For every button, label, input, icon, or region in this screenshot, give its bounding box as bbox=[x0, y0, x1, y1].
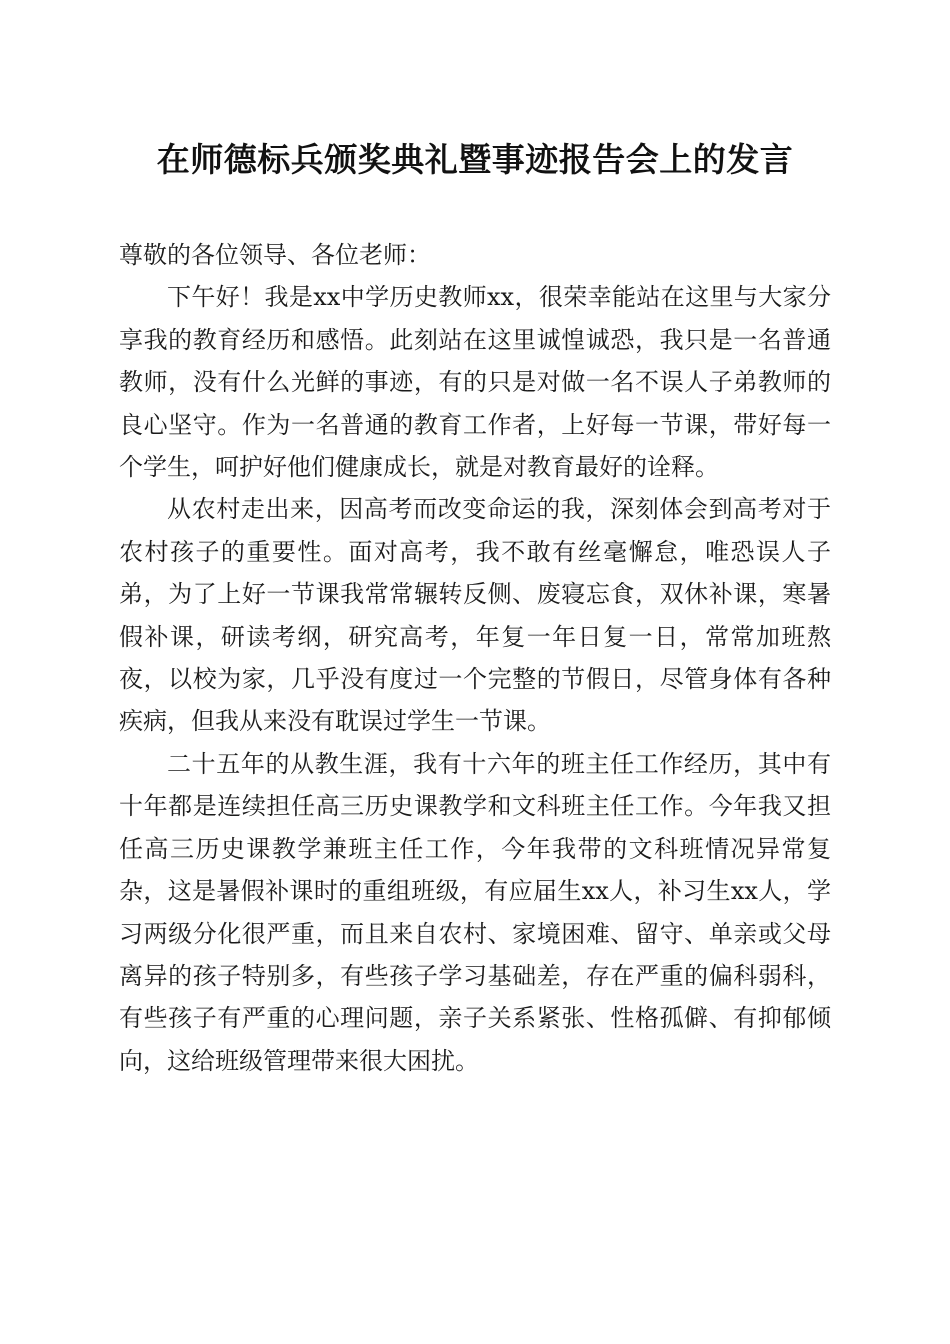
paragraph-greeting: 下午好！我是xx中学历史教师xx，很荣幸能站在这里与大家分享我的教育经历和感悟。此刻站在这里诚惶诚恐，我只是一名普通教师，没有什么光鲜的事迹，有的只是对做一名不误人子弟教师的良心坚守。作为一名普通的教育工作者，上好每一节课，带好每一个学生，呵护好他们健康成长，就是对教育最好的诠释。 bbox=[119, 283, 831, 482]
document-title: 在师德标兵颁奖典礼暨事迹报告会上的发言 bbox=[156, 140, 794, 179]
salutation: 尊敬的各位领导、各位老师： bbox=[119, 241, 431, 269]
document-body bbox=[119, 234, 831, 1082]
paragraph-teaching-career: 二十五年的从教生涯，我有十六年的班主任工作经历，其中有十年都是连续担任高三历史课教学和文科班主任工作。今年我又担任高三历史课教学兼班主任工作，今年我带的文科班情况异常复杂，这是暑假补课时的重组班级，有应届生xx人，补习生xx人，学习两级分化很严重，而且来自农村、家境困难、留守、单亲或父母离异的孩子特别多，有些孩子学习基础差，存在严重的偏科弱科，有些孩子有严重的心理问题，亲子关系紧张、性格孤僻、有抑郁倾向，这给班级管理带来很大困扰。 bbox=[119, 749, 831, 1075]
paragraph-rural-background: 从农村走出来，因高考而改变命运的我，深刻体会到高考对于农村孩子的重要性。面对高考，我不敢有丝毫懈怠，唯恐误人子弟，为了上好一节课我常常辗转反侧、废寝忘食，双休补课，寒暑假补课，研读考纲，研究高考，年复一年日复一日，常常加班熬夜，以校为家，几乎没有度过一个完整的节假日，尽管身体有各种疾病，但我从来没有耽误过学生一节课。 bbox=[119, 495, 831, 736]
